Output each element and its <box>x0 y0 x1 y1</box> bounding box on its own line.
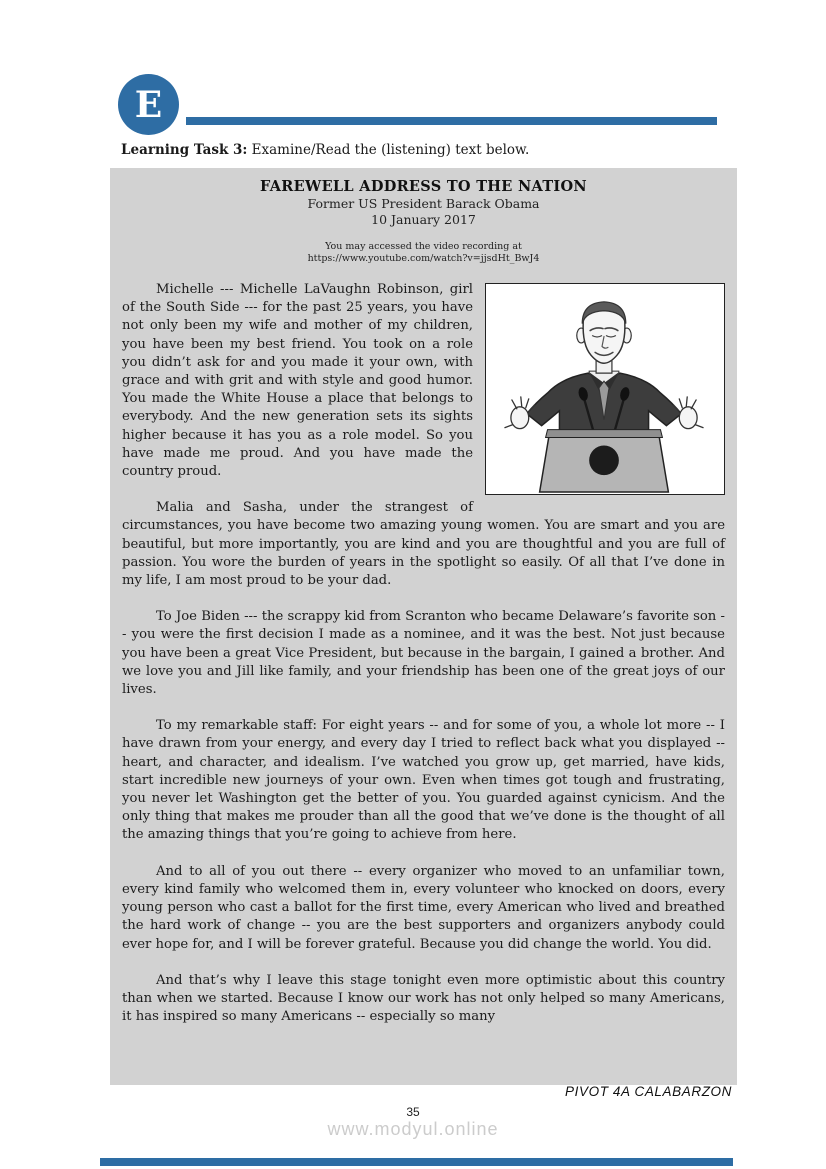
speech-box <box>110 168 737 1085</box>
section-e-letter: E <box>134 83 163 126</box>
video-url[interactable]: https://www.youtube.com/watch?v=jjsdHt_BwJ4 <box>307 253 540 264</box>
speech-paragraph: Michelle --- Michelle LaVaughn Robinson, girl of the South Side --- for the past 25 years, you have not only been my wife and mother of my children, you have been my best friend. You took on a role you didn’t ask for and you made it your own, with grace and with grit and with style and good humor. You made the White House a place that belongs to everybody. And the new generation sets its sights higher because it has you as a role model. So you have made me proud. And you have made the country proud. <box>122 282 473 480</box>
speech-paragraph: Malia and Sasha, under the strangest of circumstances, you have become two amazing young women. You are smart and you are beautiful, but more importantly, you are kind and you are thoughtful and you are full of passion. You wore the burden of years in the spotlight so easily. Of all that I’ve done in my life, I am most proud to be your dad. <box>122 500 725 589</box>
obama-podium-illustration <box>486 284 724 494</box>
task-instruction: Examine/Read the (listening) text below. <box>247 142 530 158</box>
speech-paragraph: To my remarkable staff: For eight years -- and for some of you, a whole lot more -- I have drawn from your energy, and every day I tried to reflect back what you displayed -- heart, and character, and idealism. I’ve watched you grow up, get married, have kids, start incredible new journeys of your own. Even when times got tough and frustrating, you never let Washington get the better of you. You guarded against cynicism. And the only thing that makes me prouder than all the good that we’ve done is the thought of all the amazing things that you’re going to achieve from here. <box>122 718 725 843</box>
header-rule <box>186 117 717 125</box>
speech-paragraph: To Joe Biden --- the scrappy kid from Scranton who became Delaware’s favorite son -- you were the first decision I made as a nominee, and it was the best. Not just because you have been a great Vice President, but because in the bargain, I gained a brother. And we love you and Jill like family, and your friendship has been one of the great joys of our lives. <box>122 609 725 698</box>
page-number: 35 <box>406 1105 420 1119</box>
speech-paragraph: And that’s why I leave this stage tonight even more optimistic about this country than when we started. Because I know our work has not only helped so many Americans, it has inspired so many Americans -- especially so many <box>122 972 725 1025</box>
video-note <box>122 241 725 265</box>
speech-speaker: Former US President Barack Obama <box>307 196 540 211</box>
section-e-badge <box>118 74 179 135</box>
video-note-text: You may accessed the video recording at <box>325 241 522 252</box>
footer-pivot-label: PIVOT 4A CALABARZON <box>565 1084 732 1099</box>
bottom-page-rule <box>100 1158 733 1166</box>
task-line <box>121 141 741 160</box>
watermark-url: www.modyul.online <box>327 1119 499 1139</box>
speech-body <box>122 281 725 1026</box>
obama-figure <box>485 283 725 495</box>
task-label: Learning Task 3: <box>121 142 248 158</box>
speech-title: FAREWELL ADDRESS TO THE NATION <box>260 178 587 195</box>
speech-date: 10 January 2017 <box>371 212 476 227</box>
speech-paragraph: And to all of you out there -- every organizer who moved to an unfamiliar town, every kind family who welcomed them in, every volunteer who knocked on doors, every young person who cast a ballot for the first time, every American who lived and breathed the hard work of change -- you are the best supporters and organizers anybody could ever hope for, and I will be forever grateful. Because you did change the world. You did. <box>122 863 725 952</box>
